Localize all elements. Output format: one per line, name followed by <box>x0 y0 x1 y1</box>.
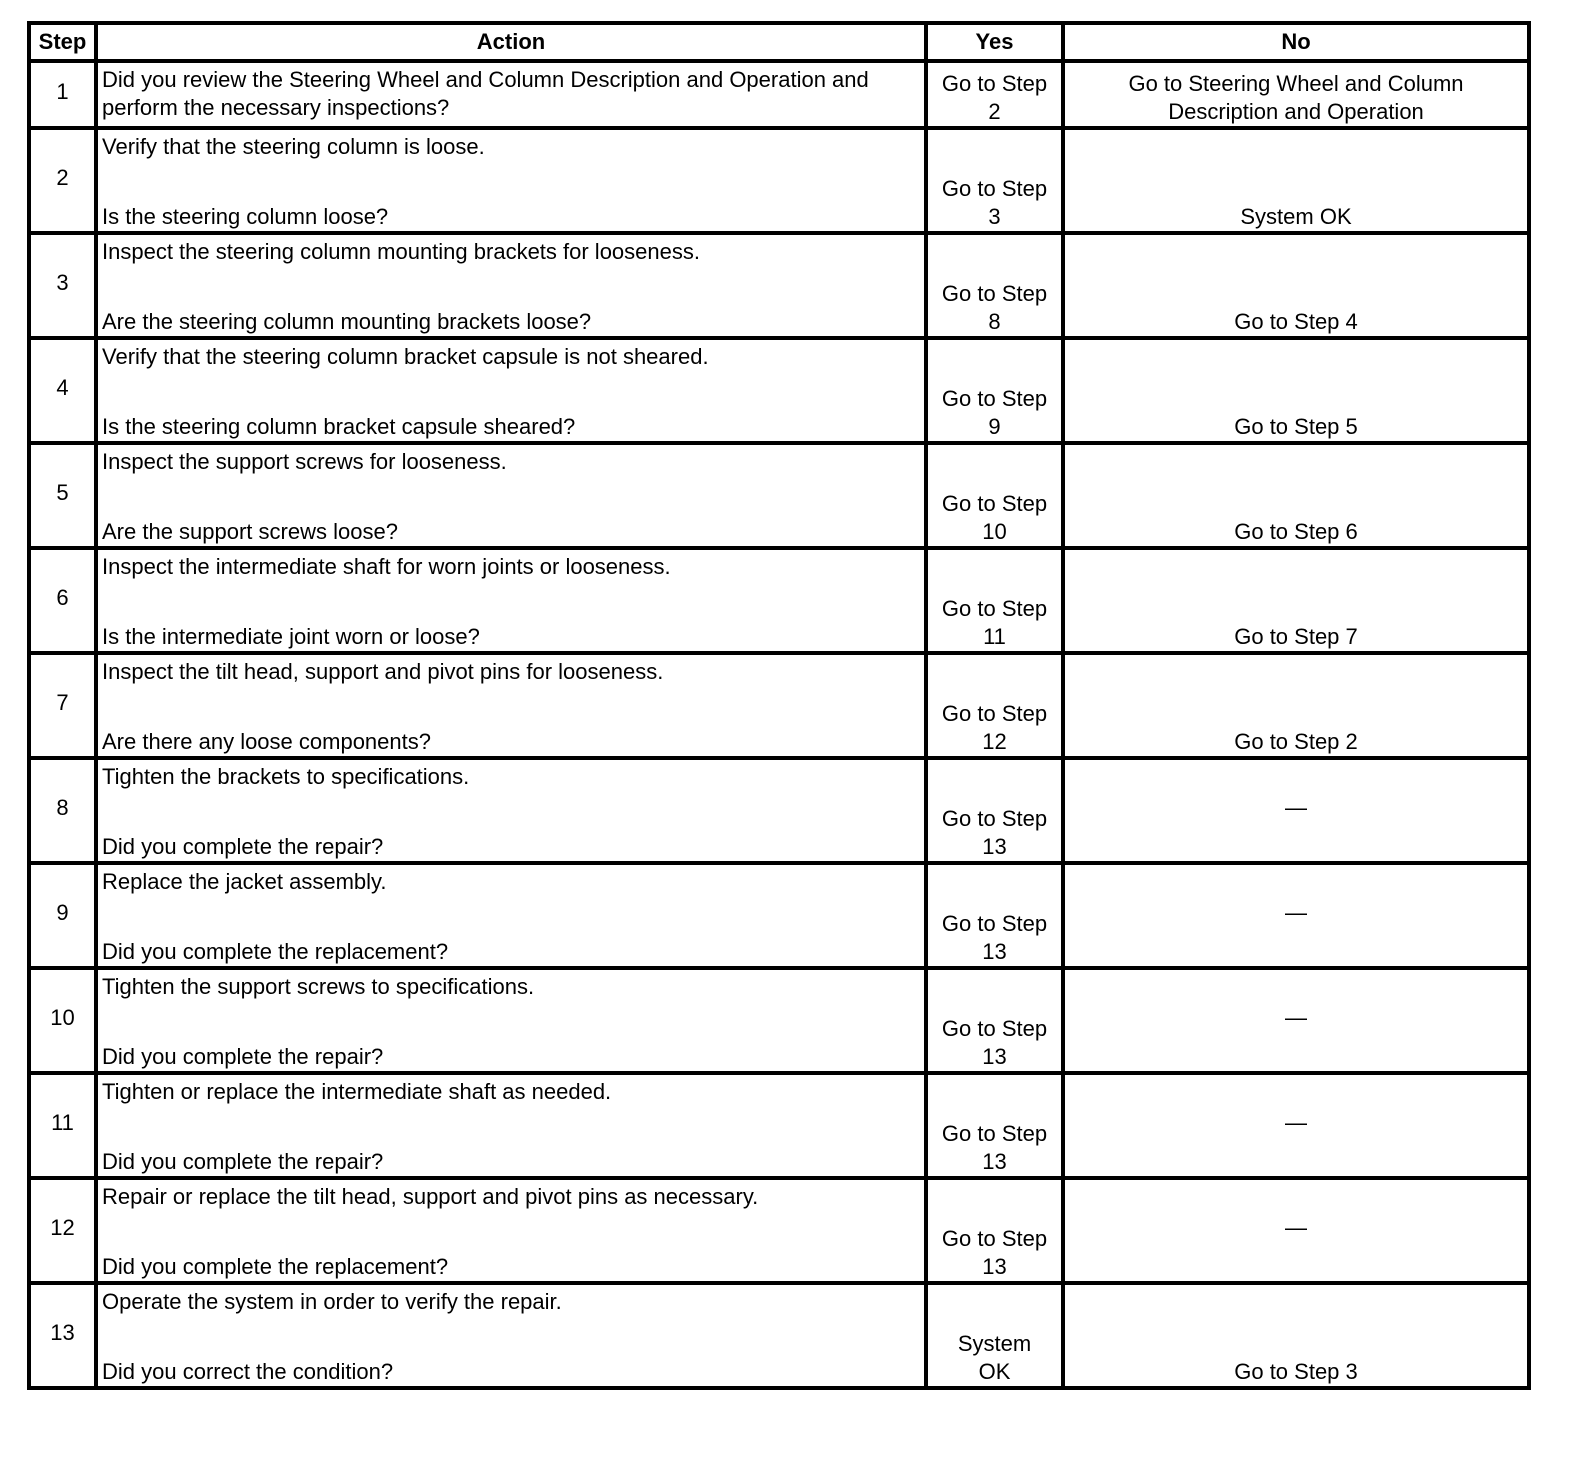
action-cell <box>96 1178 926 1283</box>
action-cell <box>96 653 926 758</box>
no-text: Go to Step 2 <box>1234 729 1358 754</box>
yes-text: 13 <box>982 1254 1007 1279</box>
yes-text: 13 <box>982 939 1007 964</box>
table-row <box>29 653 1529 758</box>
step-cell <box>29 653 96 758</box>
yes-cell <box>926 968 1063 1073</box>
no-text: System OK <box>1240 204 1352 229</box>
yes-cell <box>926 548 1063 653</box>
no-text: — <box>1285 1215 1307 1240</box>
no-text: Go to Step 3 <box>1234 1359 1358 1384</box>
table-row <box>29 1073 1529 1178</box>
step-cell <box>29 1178 96 1283</box>
step-number: 4 <box>56 374 69 400</box>
yes-text: Go to Step <box>941 386 1048 411</box>
yes-text: 12 <box>982 729 1007 754</box>
yes-text: 13 <box>982 1149 1007 1174</box>
no-cell <box>1063 1073 1529 1178</box>
no-text: — <box>1285 795 1307 820</box>
action-cell <box>96 61 926 128</box>
step-number: 2 <box>56 164 69 190</box>
step-cell <box>29 758 96 863</box>
action-text: Did you complete the repair? <box>102 1044 384 1069</box>
yes-cell <box>926 1178 1063 1283</box>
action-cell <box>96 233 926 338</box>
header-row <box>29 23 1529 61</box>
no-cell <box>1063 61 1529 128</box>
header-action: Action <box>96 23 926 61</box>
action-cell <box>96 758 926 863</box>
no-cell <box>1063 128 1529 233</box>
step-cell <box>29 968 96 1073</box>
action-text: Did you correct the condition? <box>102 1359 394 1384</box>
yes-cell <box>926 443 1063 548</box>
table-row <box>29 233 1529 338</box>
yes-text: 3 <box>988 204 1001 229</box>
action-cell <box>96 443 926 548</box>
yes-text: Go to Step <box>941 176 1048 201</box>
yes-text: Go to Step <box>941 701 1048 726</box>
step-cell <box>29 61 96 128</box>
step-number: 3 <box>56 269 69 295</box>
action-cell <box>96 968 926 1073</box>
yes-text: 2 <box>988 99 1001 124</box>
table-row <box>29 968 1529 1073</box>
yes-text: OK <box>978 1359 1011 1384</box>
no-cell <box>1063 1283 1529 1388</box>
yes-text: System <box>957 1331 1032 1356</box>
step-cell <box>29 863 96 968</box>
table-row <box>29 1178 1529 1283</box>
yes-text: Go to Step <box>941 596 1048 621</box>
step-cell <box>29 1073 96 1178</box>
yes-text: 13 <box>982 1044 1007 1069</box>
no-text: Go to Step 7 <box>1234 624 1358 649</box>
no-text: Go to Step 6 <box>1234 519 1358 544</box>
table-row <box>29 863 1529 968</box>
yes-text: 10 <box>982 519 1007 544</box>
table-row <box>29 61 1529 128</box>
action-text: Operate the system in order to verify the repair. <box>102 1289 562 1314</box>
step-cell <box>29 548 96 653</box>
action-cell <box>96 1283 926 1388</box>
yes-cell <box>926 233 1063 338</box>
yes-cell <box>926 1283 1063 1388</box>
yes-cell <box>926 338 1063 443</box>
yes-text: Go to Step <box>941 71 1048 96</box>
no-cell <box>1063 233 1529 338</box>
action-text: Did you complete the replacement? <box>102 1254 449 1279</box>
table-row <box>29 128 1529 233</box>
yes-text: 13 <box>982 834 1007 859</box>
header-no: No <box>1063 23 1529 61</box>
no-cell <box>1063 1178 1529 1283</box>
action-text: Inspect the tilt head, support and pivot pins for looseness. <box>102 659 664 684</box>
action-text: Did you complete the repair? <box>102 1149 384 1174</box>
action-text: Did you review the Steering Wheel and Column Description and Operation and perform the necessary inspections? <box>102 67 869 120</box>
no-cell <box>1063 548 1529 653</box>
action-cell <box>96 128 926 233</box>
step-number: 6 <box>56 584 69 610</box>
yes-text: 11 <box>983 624 1006 649</box>
no-cell <box>1063 338 1529 443</box>
yes-text: Go to Step <box>941 1016 1048 1041</box>
yes-text: Go to Step <box>941 281 1048 306</box>
action-text: Are the support screws loose? <box>102 519 398 544</box>
no-text: — <box>1285 900 1307 925</box>
no-cell <box>1063 443 1529 548</box>
no-text: Go to Step 5 <box>1234 414 1358 439</box>
step-number: 13 <box>50 1319 75 1345</box>
header-step: Step <box>29 23 96 61</box>
no-text: — <box>1285 1110 1307 1135</box>
action-text: Is the steering column loose? <box>102 204 389 229</box>
yes-text: 9 <box>988 414 1001 439</box>
action-cell <box>96 548 926 653</box>
action-text: Inspect the intermediate shaft for worn joints or looseness. <box>102 554 671 579</box>
action-text: Repair or replace the tilt head, support and pivot pins as necessary. <box>102 1184 759 1209</box>
step-cell <box>29 233 96 338</box>
no-text: Go to Steering Wheel and Column Description and Operation <box>1128 71 1464 124</box>
action-cell <box>96 1073 926 1178</box>
yes-cell <box>926 128 1063 233</box>
no-cell <box>1063 968 1529 1073</box>
table-row <box>29 1283 1529 1388</box>
no-cell <box>1063 653 1529 758</box>
step-number: 5 <box>56 479 69 505</box>
yes-cell <box>926 1073 1063 1178</box>
diagnostic-table <box>27 21 1531 1390</box>
yes-cell <box>926 863 1063 968</box>
yes-text: Go to Step <box>941 1121 1048 1146</box>
action-text: Are the steering column mounting brackets loose? <box>102 309 592 334</box>
no-text: Go to Step 4 <box>1234 309 1358 334</box>
step-number: 1 <box>56 78 69 104</box>
table-row <box>29 758 1529 863</box>
step-number: 9 <box>56 899 69 925</box>
no-cell <box>1063 758 1529 863</box>
action-cell <box>96 338 926 443</box>
action-text: Inspect the steering column mounting brackets for looseness. <box>102 239 700 264</box>
yes-cell <box>926 758 1063 863</box>
header-yes: Yes <box>926 23 1063 61</box>
yes-text: Go to Step <box>941 491 1048 516</box>
yes-text: Go to Step <box>941 806 1048 831</box>
yes-text: Go to Step <box>941 1226 1048 1251</box>
action-text: Tighten the brackets to specifications. <box>102 764 470 789</box>
yes-cell <box>926 653 1063 758</box>
yes-cell <box>926 61 1063 128</box>
action-text: Tighten the support screws to specifications. <box>102 974 535 999</box>
yes-text: 8 <box>988 309 1001 334</box>
action-text: Verify that the steering column bracket capsule is not sheared. <box>102 344 709 369</box>
step-number: 12 <box>50 1214 75 1240</box>
action-text: Inspect the support screws for looseness. <box>102 449 507 474</box>
table-row <box>29 443 1529 548</box>
step-cell <box>29 1283 96 1388</box>
action-text: Replace the jacket assembly. <box>102 869 387 894</box>
step-number: 11 <box>51 1109 74 1135</box>
step-number: 7 <box>56 689 69 715</box>
step-number: 8 <box>56 794 69 820</box>
step-number: 10 <box>50 1004 75 1030</box>
action-cell <box>96 863 926 968</box>
table-row <box>29 338 1529 443</box>
action-text: Did you complete the replacement? <box>102 939 449 964</box>
step-cell <box>29 338 96 443</box>
no-text: — <box>1285 1005 1307 1030</box>
step-cell <box>29 443 96 548</box>
action-text: Is the intermediate joint worn or loose? <box>102 624 480 649</box>
action-text: Are there any loose components? <box>102 729 431 754</box>
step-cell <box>29 128 96 233</box>
yes-text: Go to Step <box>941 911 1048 936</box>
no-cell <box>1063 863 1529 968</box>
action-text: Verify that the steering column is loose. <box>102 134 485 159</box>
action-text: Tighten or replace the intermediate shaft as needed. <box>102 1079 612 1104</box>
action-text: Is the steering column bracket capsule sheared? <box>102 414 576 439</box>
table-row <box>29 548 1529 653</box>
action-text: Did you complete the repair? <box>102 834 384 859</box>
